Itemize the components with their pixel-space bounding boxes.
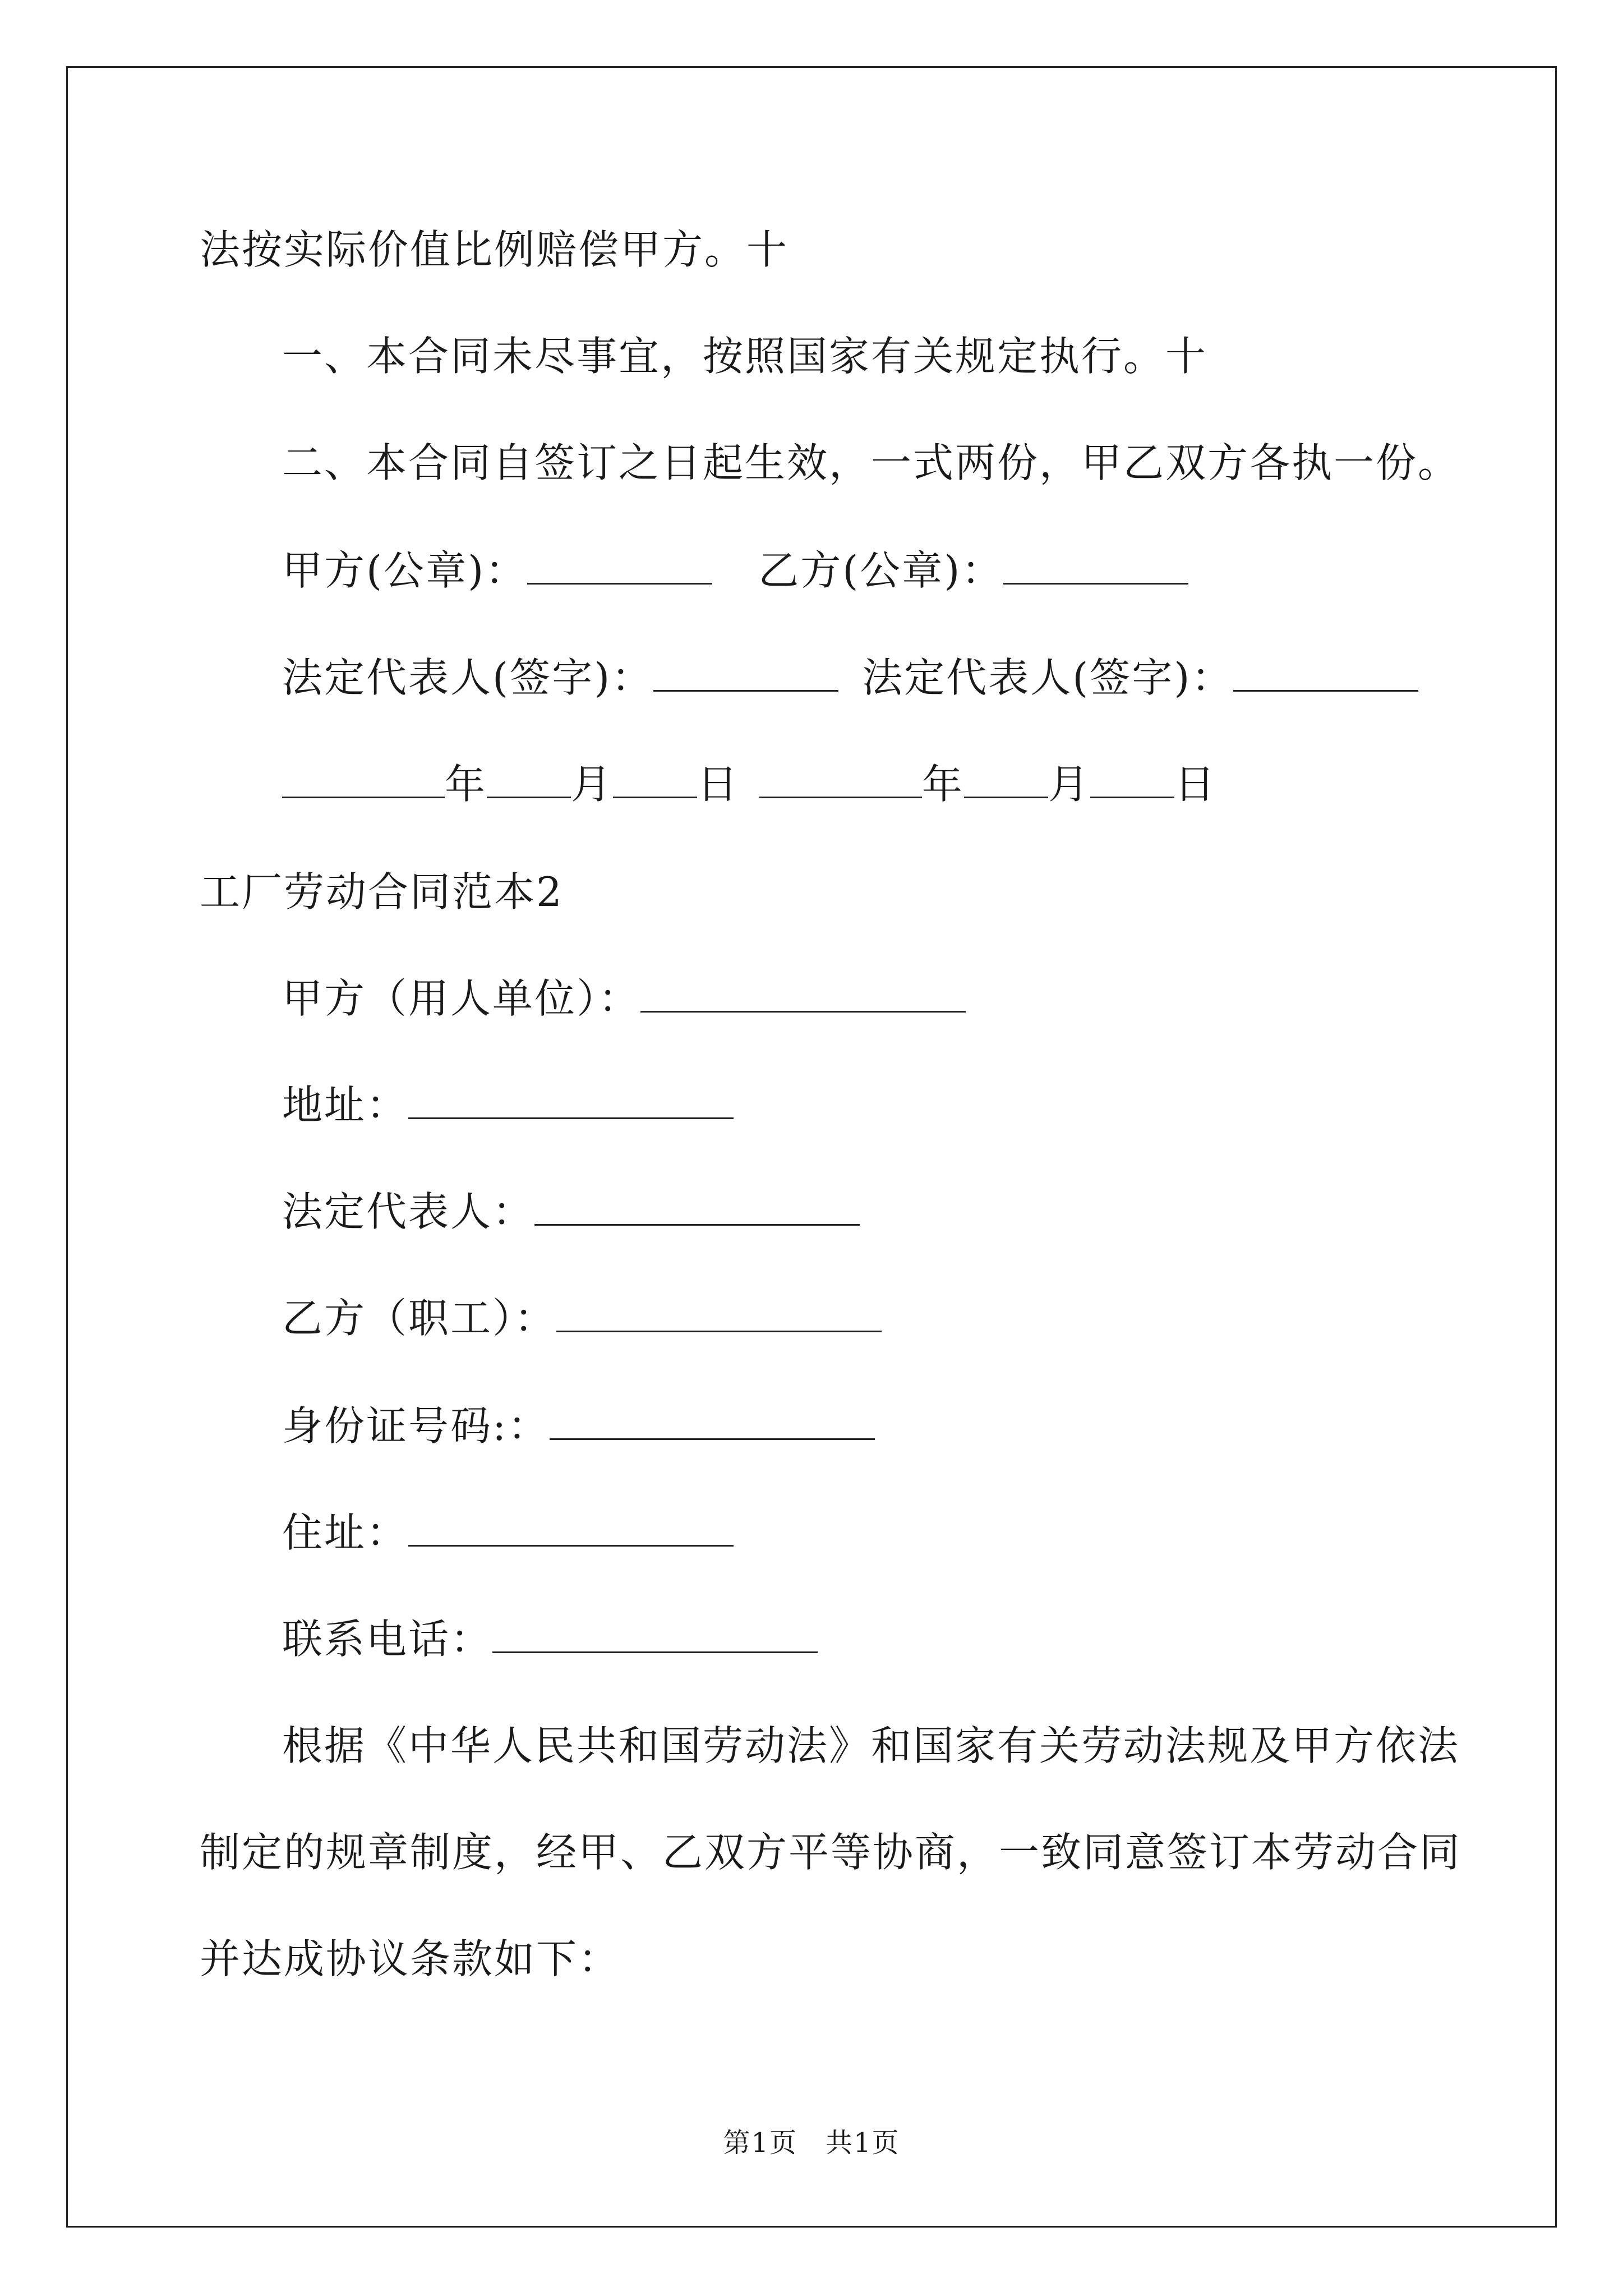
party-b-rep-label: 法定代表人(签字)： <box>862 654 1234 701</box>
id-number-row <box>282 1401 875 1451</box>
date-row <box>282 759 1216 809</box>
address-blank[interactable] <box>408 1083 734 1119</box>
clause-eleven: 一、本合同未尽事宜，按照国家有关规定执行。十 <box>282 333 1208 380</box>
day-label: 日 <box>1174 761 1217 808</box>
paragraph-line: 制定的规章制度，经甲、乙双方平等协商，一致同意签订本劳动合同 <box>200 1829 1462 1876</box>
phone-row <box>282 1614 818 1664</box>
party-a-seal-label: 甲方(公章)： <box>282 547 528 594</box>
party-b-rep-blank[interactable] <box>1233 655 1418 692</box>
party-b-month-blank[interactable] <box>964 762 1048 798</box>
month-label: 月 <box>1048 761 1091 808</box>
party-b-seal-blank[interactable] <box>1003 548 1188 585</box>
party-a-seal-blank[interactable] <box>527 548 712 585</box>
legal-rep-label: 法定代表人： <box>282 1188 535 1235</box>
party-a-month-blank[interactable] <box>487 762 571 798</box>
residence-blank[interactable] <box>408 1510 734 1547</box>
id-number-blank[interactable] <box>550 1404 875 1440</box>
paragraph-line: 并达成协议条款如下： <box>200 1935 621 1982</box>
clause-twelve: 二、本合同自签订之日起生效，一式两份，甲乙双方各执一份。 <box>282 439 1460 486</box>
year-label: 年 <box>922 761 965 808</box>
party-a-year-blank[interactable] <box>282 762 445 798</box>
party-a-rep-blank[interactable] <box>653 655 838 692</box>
legal-rep-blank[interactable] <box>534 1189 860 1226</box>
party-a-row <box>282 973 966 1024</box>
phone-label: 联系电话： <box>282 1616 493 1663</box>
party-b-label: 乙方（职工）： <box>282 1295 557 1342</box>
residence-row <box>282 1507 734 1558</box>
party-b-year-blank[interactable] <box>759 762 922 798</box>
seal-row <box>282 545 1188 596</box>
party-b-row <box>282 1293 882 1343</box>
party-b-day-blank[interactable] <box>1090 762 1174 798</box>
phone-blank[interactable] <box>492 1617 818 1653</box>
party-a-label: 甲方（用人单位）： <box>282 975 641 1022</box>
month-label: 月 <box>571 761 614 808</box>
party-a-blank[interactable] <box>640 976 966 1013</box>
party-b-blank[interactable] <box>556 1296 882 1332</box>
address-label: 地址： <box>282 1082 409 1129</box>
text-line: 法按实际价值比例赔偿甲方。十 <box>200 226 789 273</box>
day-label: 日 <box>697 761 740 808</box>
residence-label: 住址： <box>282 1509 409 1556</box>
party-a-day-blank[interactable] <box>613 762 697 798</box>
party-a-rep-label: 法定代表人(签字)： <box>282 654 654 701</box>
party-b-seal-label: 乙方(公章)： <box>758 547 1004 594</box>
page-frame <box>66 66 1557 2228</box>
id-number-label: 身份证号码:： <box>282 1402 550 1450</box>
legal-rep-row <box>282 1186 860 1237</box>
document-heading: 工厂劳动合同范本2 <box>200 868 564 915</box>
page-footer: 第1页 共1页 <box>723 2127 900 2159</box>
year-label: 年 <box>445 761 487 808</box>
signature-row <box>282 652 1418 703</box>
paragraph-line: 根据《中华人民共和国劳动法》和国家有关劳动法规及甲方依法 <box>282 1722 1460 1769</box>
address-row <box>282 1080 734 1130</box>
